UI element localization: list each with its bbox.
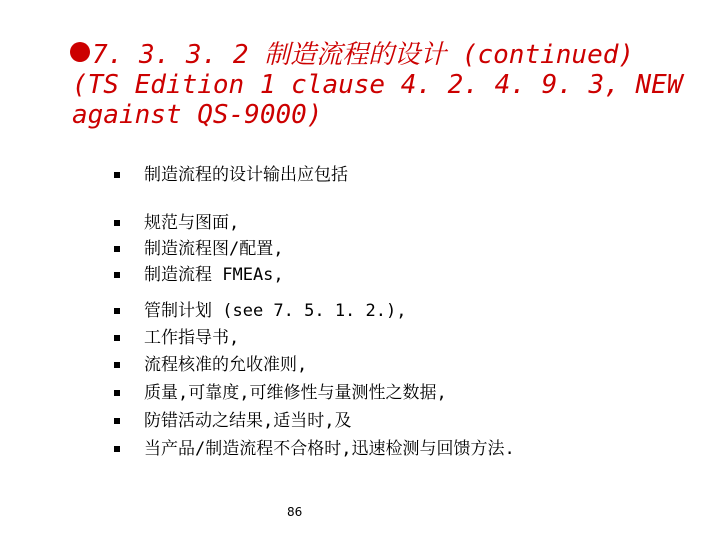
title-bullet-icon [70, 42, 90, 62]
list-item [114, 382, 447, 404]
square-bullet-icon [114, 272, 120, 278]
title-line-3: against QS-9000) [72, 100, 323, 130]
square-bullet-icon [114, 308, 120, 314]
list-item-text: 制造流程图/配置, [144, 239, 284, 259]
intro-item [114, 164, 348, 186]
square-bullet-icon [114, 246, 120, 252]
square-bullet-icon [114, 172, 120, 178]
list-item [114, 212, 239, 234]
square-bullet-icon [114, 390, 120, 396]
list-item-text: 防错活动之结果,适当时,及 [144, 411, 352, 431]
list-item [114, 438, 515, 460]
square-bullet-icon [114, 362, 120, 368]
square-bullet-icon [114, 220, 120, 226]
square-bullet-icon [114, 335, 120, 341]
list-item-text: 工作指导书, [144, 328, 240, 348]
list-item-text: 制造流程 FMEAs, [144, 265, 284, 285]
title-line-2: (TS Edition 1 clause 4. 2. 4. 9. 3, NEW [72, 70, 683, 100]
title-line-1: 7. 3. 3. 2 制造流程的设计 (continued) [92, 40, 635, 70]
list-item [114, 327, 239, 349]
list-item [114, 410, 351, 432]
square-bullet-icon [114, 446, 120, 452]
list-item-text: 管制计划 (see 7. 5. 1. 2.), [144, 301, 407, 321]
list-item-text: 质量,可靠度,可维修性与量测性之数据, [144, 383, 447, 403]
list-item [114, 264, 284, 286]
list-item-text: 当产品/制造流程不合格时,迅速检测与回馈方法. [144, 439, 515, 459]
list-item-text: 流程核准的允收准则, [144, 355, 308, 375]
intro-text: 制造流程的设计输出应包括 [144, 165, 348, 185]
page-number: 86 [287, 505, 303, 519]
square-bullet-icon [114, 418, 120, 424]
list-item [114, 354, 307, 376]
list-item [114, 300, 406, 322]
list-item [114, 238, 283, 260]
list-item-text: 规范与图面, [144, 213, 240, 233]
slide-title [72, 40, 712, 130]
